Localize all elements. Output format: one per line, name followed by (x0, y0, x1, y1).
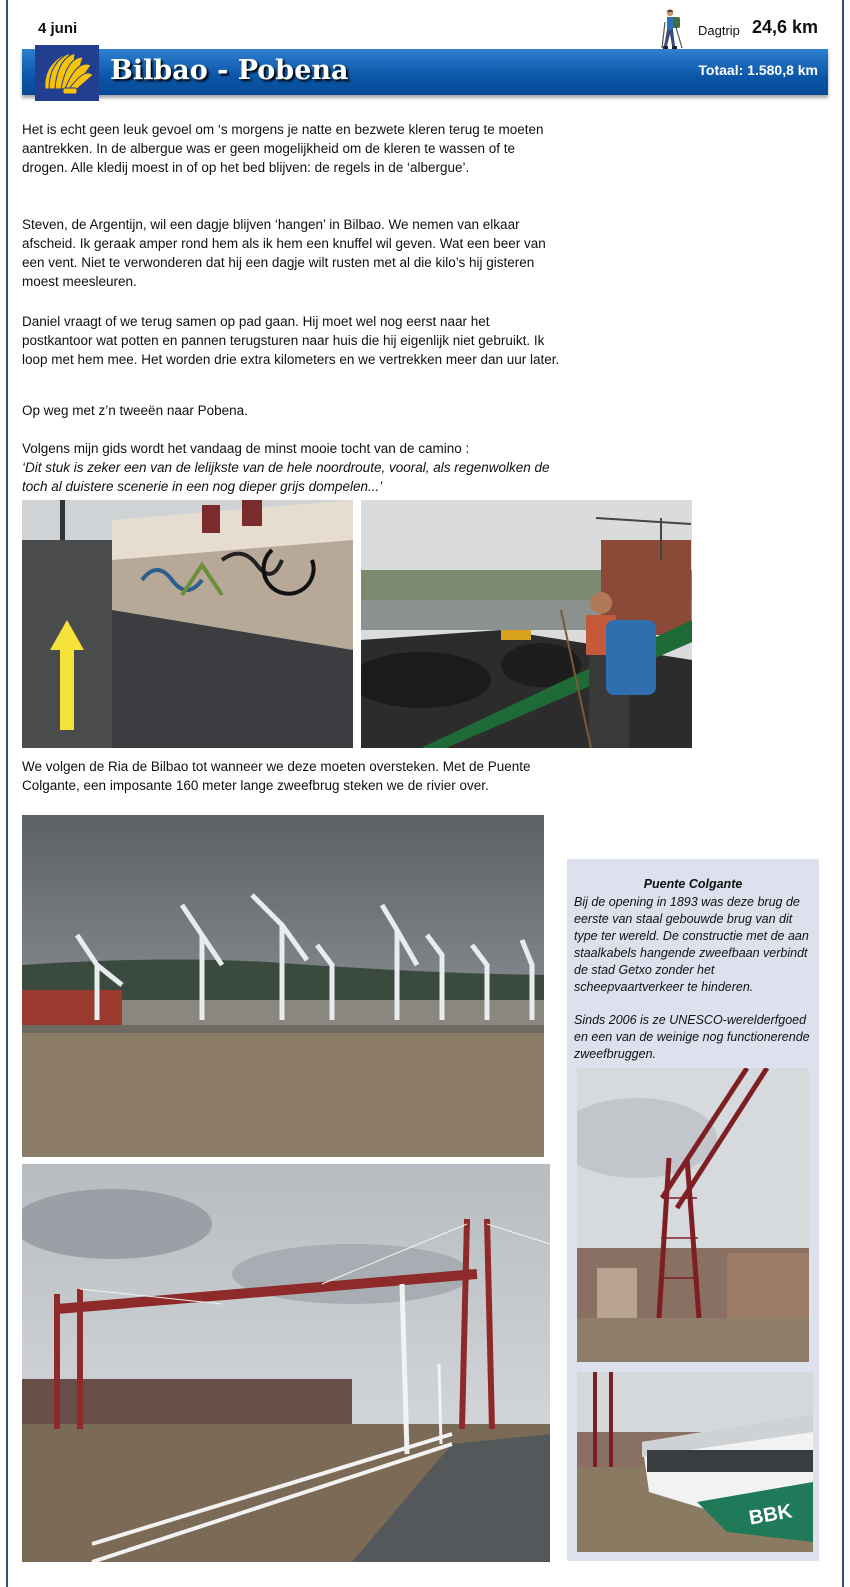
paragraph-4: Op weg met z’n tweeën naar Pobena. (22, 403, 248, 418)
scallop-shell-icon (35, 45, 99, 101)
photo-walker-ria (361, 500, 692, 748)
photo-gondola (577, 1372, 813, 1552)
photo-graffiti-arrow (22, 500, 353, 748)
sidebar-text-history: Bij de opening in 1893 was deze brug de eerste van staal gebouwde brug van dit type ter wereld. De constructie met de aan staalkabels hangende zweefbaan verbindt de stad Getxo zonder het scheepvaartverkeer te hinderen. (574, 895, 809, 994)
photo-bridge-tower (577, 1068, 809, 1362)
dagtrip-label: Dagtrip (698, 23, 740, 38)
sidebar-title: Puente Colgante (643, 877, 743, 891)
sidebar-text-unesco: Sinds 2006 is ze UNESCO-werelderfgoed en een van de weinige nog functionerende zweefbruggen. (574, 1013, 810, 1061)
paragraph-1: Het is echt geen leuk gevoel om ‘s morgens je natte en bezwete kleren terug te moeten aantrekken. In de albergue was er geen mogelijkheid om de kleren te wassen of te drogen. Alle kledij moest in of op het bed blijven: de regels in de ‘albergue’. (22, 122, 544, 175)
page-title: Bilbao - Pobena (110, 55, 349, 86)
total-distance: Totaal: 1.580,8 km (698, 62, 818, 78)
right-border (842, 0, 844, 1587)
guide-quote: ‘Dit stuk is zeker een van de lelijkste van de hele noordroute, vooral, als regenwolken de toch al duistere scenerie in een nog dieper grijs dompelen...’ (22, 460, 550, 494)
hiker-icon (660, 8, 686, 50)
dagtrip-distance: 24,6 km (752, 17, 819, 37)
paragraph-6: We volgen de Ria de Bilbao tot wanneer we deze moeten oversteken. Met de Puente Colgante, een imposante 160 meter lange zweefbrug steken we de rivier over. (22, 759, 531, 793)
paragraph-3: Daniel vraagt of we terug samen op pad gaan. Hij moet wel nog eerst naar het postkantoor wat potten en pannen terugsturen naar huis die hij eigenlijk niet gebruikt. Ik loop met hem mee. Het worden drie extra kilometers en we vertrekken meer dan uur later. (22, 314, 560, 367)
paragraph-2: Steven, de Argentijn, wil een dagje blijven ‘hangen’ in Bilbao. We nemen van elkaar afscheid. Ik geraak amper rond hem als ik hem een knuffel wil geven. Wat een beer van een vent. Niet te verwonderen dat hij een dagje wilt rusten met al die kilo’s hij gisteren moest meesleuren. (22, 217, 546, 289)
paragraph-5: Volgens mijn gids wordt het vandaag de minst mooie tocht van de camino : (22, 441, 470, 456)
gondola-label: BBK (747, 1500, 794, 1530)
photo-puente-colgante-promenade (22, 1164, 550, 1562)
photo-cranes-river (22, 815, 544, 1157)
left-border (6, 0, 8, 1587)
date-label: 4 juni (38, 20, 78, 37)
